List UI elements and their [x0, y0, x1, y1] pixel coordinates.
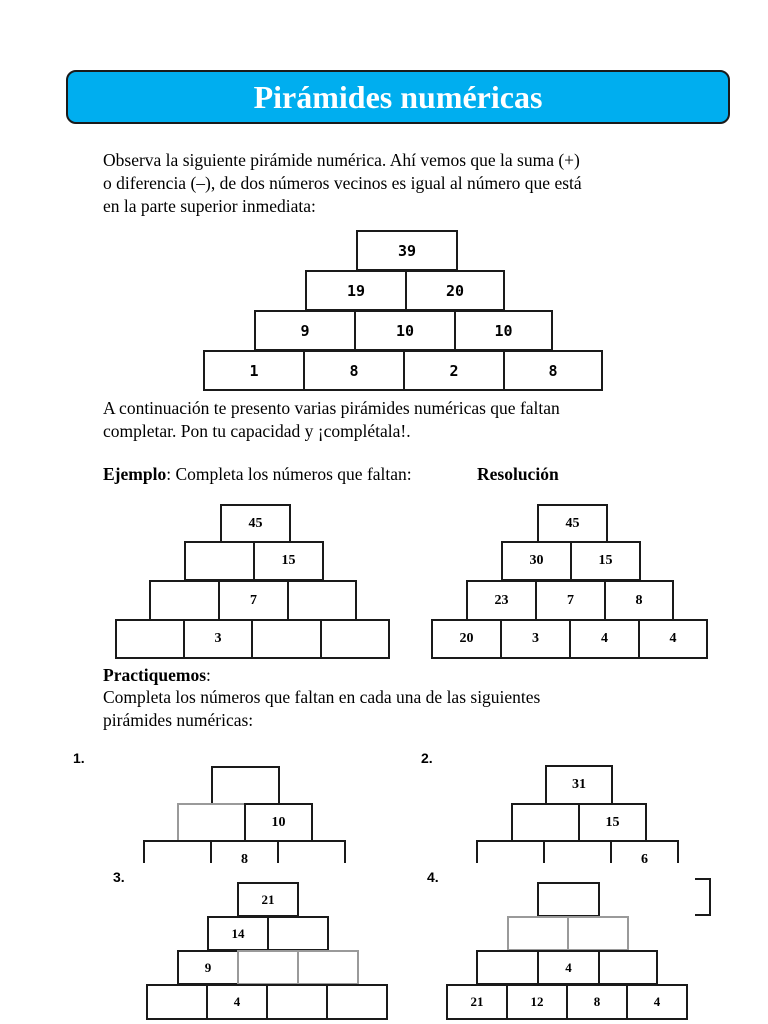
continuation-line-2: completar. Pon tu capacidad y ¡complétala!. — [103, 421, 411, 441]
pyramid-cell — [511, 803, 580, 842]
pyramid-cell: 9 — [254, 310, 356, 351]
pyramid-cell — [115, 619, 185, 659]
pyramid-cell: 15 — [570, 541, 641, 581]
pyramid-cell — [211, 766, 280, 805]
pyramid-cell: 45 — [220, 504, 291, 543]
page-title: Pirámides numéricas — [253, 78, 543, 115]
pyramid-cell: 4 — [206, 984, 268, 1020]
example-heading — [103, 463, 412, 486]
example-label: Ejemplo — [103, 464, 167, 484]
pyramid-cell: 8 — [604, 580, 674, 621]
pyramid-cell: 20 — [405, 270, 505, 311]
pyramid-cell — [143, 840, 212, 863]
pyramid-cell: 30 — [501, 541, 572, 581]
pyramid-cell — [149, 580, 220, 621]
exercise-1-pyramid — [0, 760, 400, 863]
exercise-2-pyramid — [400, 760, 768, 863]
pyramid-cell — [287, 580, 357, 621]
pyramid-cell: 1 — [203, 350, 305, 391]
practice-colon: : — [206, 665, 211, 685]
pyramid-cell: 19 — [305, 270, 407, 311]
pyramid-cell: 3 — [183, 619, 253, 659]
pyramid-cell — [237, 950, 299, 985]
intro-line-2: o diferencia (–), de dos números vecinos es igual al número que está — [103, 173, 582, 193]
pyramid-cell: 3 — [500, 619, 571, 659]
pyramid-cell: 4 — [537, 950, 600, 985]
pyramid-cell: 15 — [253, 541, 324, 581]
pyramid-cell — [184, 541, 255, 581]
pyramid-cell: 8 — [566, 984, 628, 1020]
pyramid-cell: 8 — [303, 350, 405, 391]
pyramid-cell — [507, 916, 569, 951]
pyramid-cell: 10 — [354, 310, 456, 351]
pyramid-cell: 45 — [537, 504, 608, 543]
pyramid-cell: 10 — [454, 310, 553, 351]
pyramid-cell: 14 — [207, 916, 269, 951]
example-text: : Completa los números que faltan: — [166, 464, 412, 484]
pyramid-cell: 4 — [569, 619, 640, 659]
pyramid-cell: 4 — [638, 619, 708, 659]
pyramid-cell: 8 — [503, 350, 603, 391]
pyramid-cell: 6 — [610, 840, 679, 863]
intro-line-3: en la parte superior inmediata: — [103, 196, 316, 216]
pyramid-cell: 12 — [506, 984, 568, 1020]
pyramid-cell — [266, 984, 328, 1020]
pyramid-cell: 20 — [431, 619, 502, 659]
exercise-number: 3. — [113, 869, 125, 885]
exercise-number: 4. — [427, 869, 439, 885]
pyramid-cell — [251, 619, 322, 659]
pyramid-cell: 2 — [403, 350, 505, 391]
practice-label: Practiquemos — [103, 665, 207, 685]
pyramid-cell: 10 — [244, 803, 313, 842]
practice-line-1: Completa los números que faltan en cada una de las siguientes — [103, 687, 541, 707]
intro-line-1: Observa la siguiente pirámide numérica. Ahí vemos que la suma (+) — [103, 150, 580, 170]
pyramid-cell — [297, 950, 359, 985]
pyramid-cell — [267, 916, 329, 951]
pyramid-cell — [177, 803, 246, 842]
pyramid-cell: 15 — [578, 803, 647, 842]
bracket-fragment — [695, 878, 711, 916]
pyramid-cell — [277, 840, 346, 863]
continuation-line-1: A continuación te presento varias pirámides numéricas que faltan — [103, 398, 560, 418]
pyramid-cell: 21 — [446, 984, 508, 1020]
pyramid-cell: 9 — [177, 950, 239, 985]
pyramid-cell: 4 — [626, 984, 688, 1020]
practice-heading — [103, 664, 211, 687]
pyramid-cell — [543, 840, 612, 863]
resolution-label: Resolución — [477, 464, 559, 484]
pyramid-cell: 8 — [210, 840, 279, 863]
pyramid-cell: 21 — [237, 882, 299, 917]
pyramid-cell — [598, 950, 658, 985]
pyramid-cell: 7 — [535, 580, 606, 621]
pyramid-cell: 39 — [356, 230, 458, 271]
practice-line-2: pirámides numéricas: — [103, 710, 254, 730]
pyramid-cell: 23 — [466, 580, 537, 621]
exercise-number: 2. — [421, 750, 433, 766]
pyramid-cell — [326, 984, 388, 1020]
pyramid-cell — [146, 984, 208, 1020]
pyramid-cell — [567, 916, 629, 951]
pyramid-cell — [476, 840, 545, 863]
pyramid-cell — [537, 882, 600, 917]
exercise-number: 1. — [73, 750, 85, 766]
pyramid-cell: 7 — [218, 580, 289, 621]
title-banner — [66, 70, 730, 124]
pyramid-cell — [320, 619, 390, 659]
pyramid-cell: 31 — [545, 765, 613, 805]
pyramid-cell — [476, 950, 539, 985]
